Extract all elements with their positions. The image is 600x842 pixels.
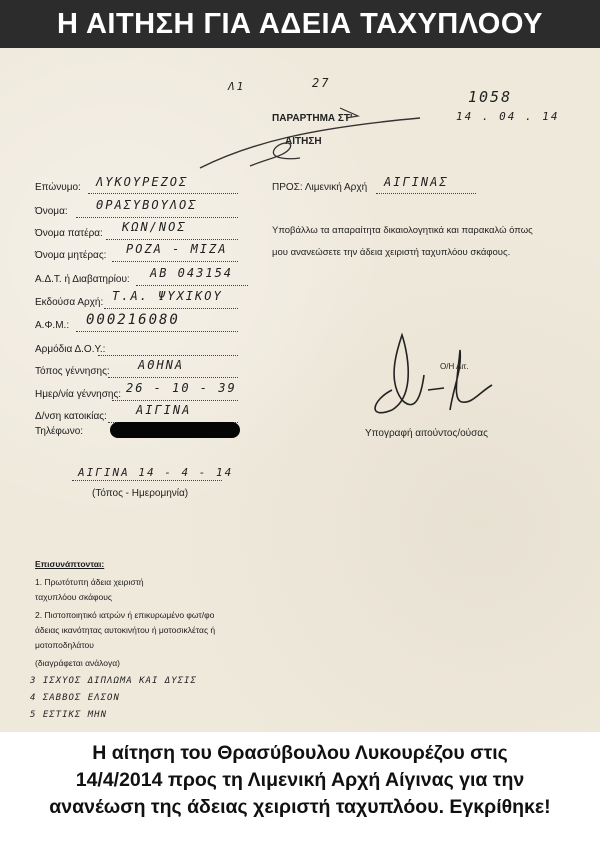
- attachment-line: μοτοποδηλάτου: [35, 640, 94, 650]
- attachment-line: 2. Πιστοποιητικό ιατρών ή επικυρωμένο φωτ/φο: [35, 610, 215, 620]
- signature: [362, 330, 502, 420]
- field-value-tax-id: 000216080: [86, 312, 180, 328]
- document-scan: [0, 48, 600, 732]
- field-label-address: Δ/νση κατοικίας:: [35, 411, 107, 422]
- field-label-surname: Επώνυμο:: [35, 182, 81, 193]
- handwritten-number: 27: [312, 76, 331, 90]
- attachment-line: (διαγράφεται ανάλογα): [35, 658, 120, 668]
- field-value-issuing-authority: Τ.Α. ΨΥΧΙΚΟΥ: [112, 289, 223, 303]
- redacted-phone: [110, 422, 240, 438]
- recipient-label: ΠΡΟΣ: Λιμενική Αρχή: [272, 182, 368, 193]
- field-value-birthplace: ΑΘΗΝΑ: [138, 358, 185, 372]
- place-date-label: (Τόπος - Ημερομηνία): [92, 488, 189, 499]
- field-value-first-name: ΘΡΑΣΥΒΟΥΛΟΣ: [96, 198, 198, 212]
- field-value-surname: ΛΥΚΟΥΡΕΖΟΣ: [96, 175, 189, 189]
- appendix-label: ΠΑΡΑΡΤΗΜΑ ΣΤ': [272, 113, 353, 124]
- body-text-line-1: Υποβάλλω τα απαραίτητα δικαιολογητικά και παρακαλώ όπως: [272, 225, 533, 236]
- field-value-mother-name: ΡΟΖΑ - ΜΙΖΑ: [126, 242, 228, 256]
- caption-line: Η αίτηση του Θρασύβουλου Λυκουρέζου στις: [92, 742, 508, 764]
- attachment-line: ταχυπλόου σκάφους: [35, 592, 113, 602]
- field-label-id-passport: Α.Δ.Τ. ή Διαβατηρίου:: [35, 274, 130, 285]
- caption: [0, 732, 600, 842]
- handwritten-attachment: 3 ΙΣΧΥΟΣ ΔΙΠΛΩΜΑ ΚΑΙ ΔΥΣΙΣ: [30, 676, 197, 686]
- attachment-line: 1. Πρωτότυπη άδεια χειριστή: [35, 577, 144, 587]
- field-label-phone: Τηλέφωνο:: [35, 426, 84, 437]
- protocol-number: 1058: [468, 88, 513, 106]
- protocol-date: 14 . 04 . 14: [456, 110, 560, 123]
- field-label-birth-date: Ημερ/νία γέννησης:: [35, 389, 122, 400]
- field-label-issuing-authority: Εκδούσα Αρχή:: [35, 297, 104, 308]
- handwritten-mark: Λ1: [228, 80, 246, 93]
- attachment-line: άδειας ικανότητας αυτοκινήτου ή μοτοσικλέτας ή: [35, 625, 216, 635]
- field-label-mother-name: Όνομα μητέρας:: [35, 250, 107, 261]
- field-label-tax-office: Αρμόδια Δ.Ο.Υ.:: [35, 344, 106, 355]
- signature-label: Υπογραφή αιτούντος/ούσας: [365, 428, 488, 439]
- field-value-id-passport: ΑΒ 043154: [150, 266, 234, 280]
- handwritten-attachment: 5 ΕΣΤΙΚΣ ΜΗΝ: [30, 710, 108, 720]
- attachments-heading: Επισυνάπτονται:: [35, 559, 105, 569]
- body-text-line-2: μου ανανεώσετε την άδεια χειριστή ταχυπλόου σκάφους.: [272, 247, 511, 258]
- caption-line: 14/4/2014 προς τη Λιμενική Αρχή Αίγινας για την: [75, 769, 525, 791]
- recipient-value: ΑΙΓΙΝΑΣ: [384, 175, 449, 189]
- caption-line: ανανέωση της άδειας χειριστή ταχυπλόου. Εγκρίθηκε!: [49, 796, 551, 818]
- header-scribble: [190, 88, 430, 178]
- field-label-first-name: Όνομα:: [35, 206, 68, 217]
- field-label-birthplace: Τόπος γέννησης:: [35, 366, 110, 377]
- page-title: Η ΑΙΤΗΣΗ ΓΙΑ ΑΔΕΙΑ ΤΑΧΥΠΛΟΟΥ: [0, 0, 600, 48]
- form-heading: ΑΙΤΗΣΗ: [285, 136, 322, 147]
- field-value-birth-date: 26 - 10 - 39: [126, 381, 237, 395]
- field-label-tax-id: Α.Φ.Μ.:: [35, 320, 70, 331]
- field-label-father-name: Όνομα πατέρα:: [35, 228, 103, 239]
- field-value-father-name: ΚΩΝ/ΝΟΣ: [122, 220, 187, 234]
- place-date-value: ΑΙΓΙΝΑ 14 - 4 - 14: [78, 466, 234, 479]
- field-value-address: ΑΙΓΙΝΑ: [136, 403, 192, 417]
- handwritten-attachment: 4 ΣΑΒΒΟΣ ΕΛΣΟΝ: [30, 693, 120, 703]
- signature-prefix: Ο/Η Αιτ.: [440, 362, 469, 371]
